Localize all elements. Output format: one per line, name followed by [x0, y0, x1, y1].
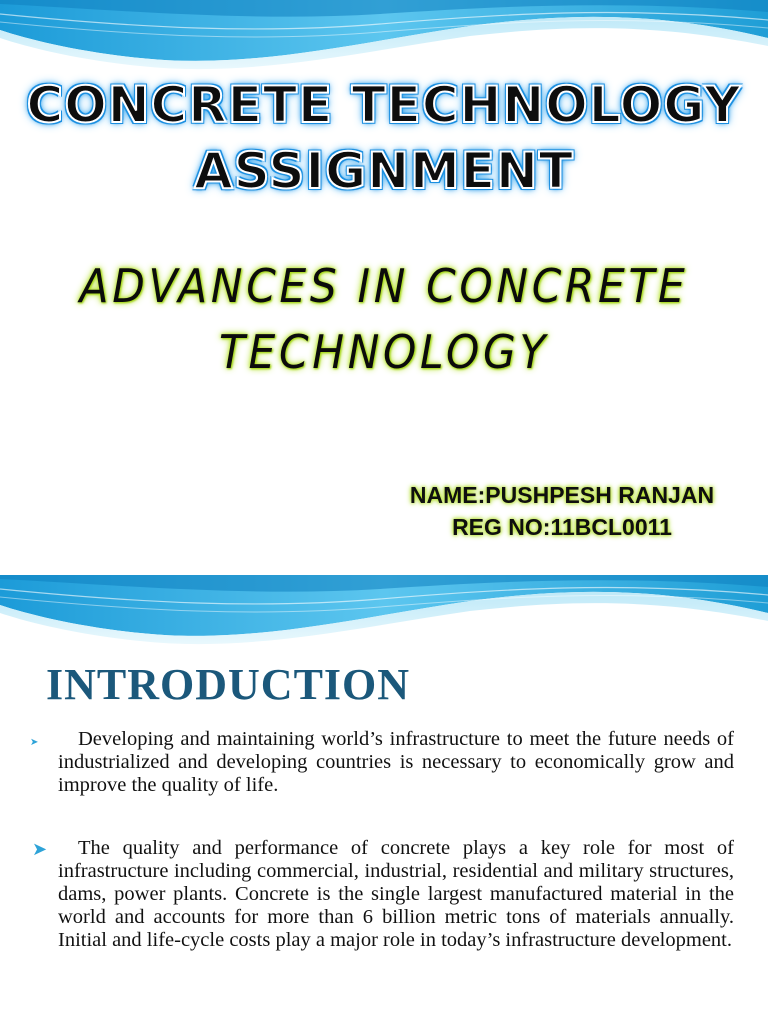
arrow-bullet-icon: ➤ [30, 737, 39, 748]
subtitle-line-2: TECHNOLOGY [219, 325, 549, 379]
author-name: NAME:PUSHPESH RANJAN [409, 482, 715, 508]
bullet-paragraph-2: The quality and performance of concrete plays a key role for most of infrastructure including commercial, industrial, residential and military structures, dams, power plants. Concrete is the single largest manufactured material in the world and accounts for more than 6 billion metric tons of materials annually. Initial and life-cycle costs play a major role in today’s infrastructure development. [58, 837, 734, 951]
wave-decoration [0, 575, 768, 650]
arrow-bullet-icon: ➤ [32, 839, 48, 860]
introduction-slide [0, 575, 768, 1024]
slide-heading: INTRODUCTION [46, 660, 411, 709]
title-line-1: CONCRETE TECHNOLOGY [26, 76, 742, 134]
author-reg-number: REG NO:11BCL0011 [452, 514, 672, 540]
wave-decoration [0, 0, 768, 75]
bullet-paragraph-1: Developing and maintaining world’s infrastructure to meet the future needs of industrialized and developing countries is necessary to economically grow and improve the quality of life. [58, 728, 734, 796]
title-line-2: ASSIGNMENT [194, 142, 574, 200]
subtitle-line-1: ADVANCES IN CONCRETE [79, 259, 689, 313]
